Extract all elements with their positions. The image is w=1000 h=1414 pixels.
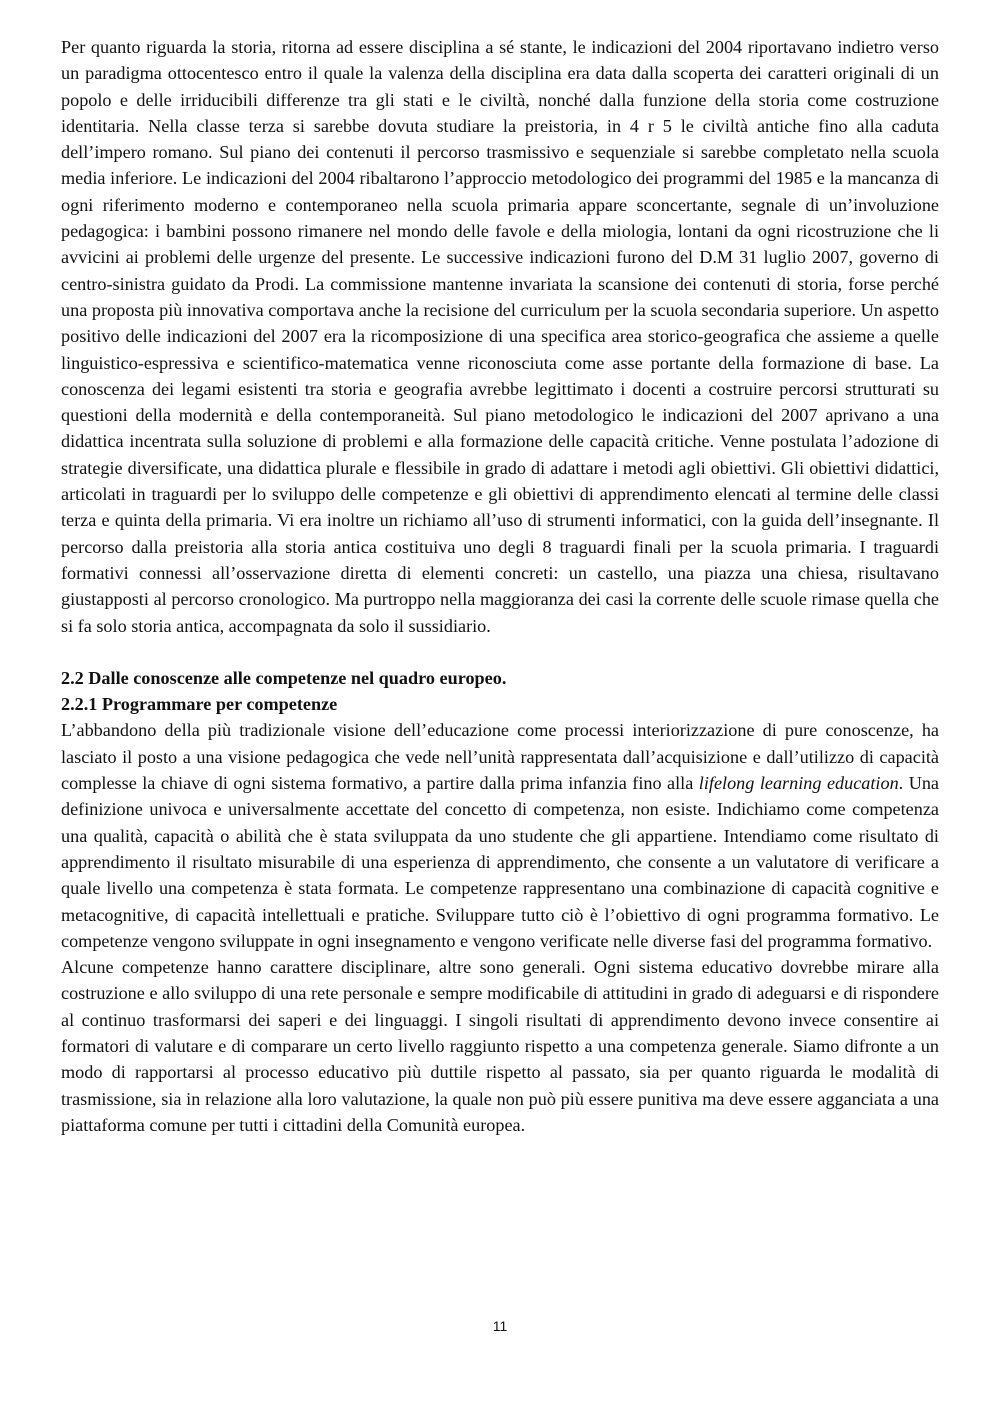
section-heading: 2.2 Dalle conoscenze alle competenze nel quadro europeo. <box>61 667 507 688</box>
page-body <box>61 34 939 1138</box>
paragraph-text: L’abbandono della più tradizionale visione dell’educazione come processi interiorizzazione di pure conoscenze, ha lasciato il posto a una visione pedagogica che vede nell’unità rappresentata dall’acquisizione e dall’utilizzo di capacità complesse la chiave di ogni sistema formativo, a partire dalla prima infanzia fino alla <box>61 720 939 794</box>
page-number: 11 <box>492 1318 508 1334</box>
subsection-heading: 2.2.1 Programmare per competenze <box>61 694 338 715</box>
paragraph-spacer <box>61 639 939 665</box>
body-paragraph-history: Per quanto riguarda la storia, ritorna ad essere disciplina a sé stante, le indicazioni del 2004 riportavano indietro verso un paradigma ottocentesco entro il quale la valenza della disciplina era data dalla scoperta dei caratteri originali di un popolo e delle irriducibili differenze tra gli stati e le civiltà, nonché dalla funzione della storia come costruzione identitaria. Nella classe terza si sarebbe dovuta studiare la preistoria, in 4 r 5 le civiltà antiche fino alla caduta dell’impero romano. Sul piano dei contenuti il percorso trasmissivo e sequenziale si sarebbe completato nella scuola media inferiore. Le indicazioni del 2004 ribaltarono l’approccio metodologico dei programmi del 1985 e la mancanza di ogni riferimento moderno e contemporaneo nella scuola primaria appare sconcertante, segnale di un’involuzione pedagogica: i bambini possono rimanere nel mondo delle favole e della miologia, lontani da ogni ricostruzione che li avvicini ai problemi delle urgenze del presente. Le successive indicazioni furono del D.M 31 luglio 2007, governo di centro-sinistra guidato da Prodi. La commissione mantenne invariata la scansione dei contenuti di storia, forse perché una proposta più innovativa comportava anche la recisione del curriculum per la scuola secondaria superiore. Un aspetto positivo delle indicazioni del 2007 era la ricomposizione di una specifica area storico-geografica che assieme a quelle linguistico-espressiva e scientifico-matematica venne riconosciuta come asse portante della formazione di base. La conoscenza dei legami esistenti tra storia e geografia avrebbe legittimato i docenti a costruire percorsi strutturati su questioni della modernità e della contemporaneità. Sul piano metodologico le indicazioni del 2007 aprivano a una didattica incentrata sulla soluzione di problemi e alla formazione delle capacità critiche. Venne postulata l’adozione di strategie diversificate, una didattica plurale e flessibile in grado di adattare i metodi agli obiettivi. Gli obiettivi didattici, articolati in traguardi per lo sviluppo delle competenze e gli obiettivi di apprendimento elencati al termine delle classi terza e quinta della primaria. Vi era inoltre un richiamo all’uso di strumenti informatici, con la guida dell’insegnante. Il percorso dalla preistoria alla storia antica costituiva uno degli 8 traguardi finali per la scuola primaria. I traguardi formativi connessi all’osservazione diretta di elementi concreti: un castello, una piazza una chiesa, risultavano giustapposti al percorso cronologico. Ma purtroppo nella maggioranza dei casi la corrente delle scuole rimase quella che si fa solo storia antica, accompagnata da solo il sussidiario. <box>61 37 939 636</box>
italic-term: lifelong learning education <box>698 773 899 794</box>
body-paragraph-competences <box>61 717 939 954</box>
paragraph-text: . Una definizione univoca e universalmente accettate del concetto di competenza, non esiste. Indichiamo come competenza una qualità, capacità o abilità che è stata sviluppata da uno studente che gli appartiene. Intendiamo come risultato di apprendimento il risultato misurabile di una esperienza di apprendimento, che consente a un valutatore di verificare a quale livello una competenza è stata formata. Le competenze rappresentano una combinazione di capacità cognitive e metacognitive, di capacità intellettuali e pratiche. Sviluppare tutto ciò è l’obiettivo di ogni programma formativo. Le competenze vengono sviluppate in ogni insegnamento e vengono verificate nelle diverse fasi del programma formativo. <box>61 773 939 951</box>
body-paragraph-general-competences: Alcune competenze hanno carattere disciplinare, altre sono generali. Ogni sistema educativo dovrebbe mirare alla costruzione e allo sviluppo di una rete personale e sempre modificabile di attitudini in grado di adeguarsi e di rispondere al continuo trasformarsi dei saperi e dei linguaggi. I singoli risultati di apprendimento devono invece consentire ai formatori di valutare e di comparare un certo livello raggiunto rispetto a una competenza generale. Siamo difronte a un modo di rapportarsi al processo educativo più duttile rispetto al passato, sia per quanto riguarda le modalità di trasmissione, sia in relazione alla loro valutazione, la quale non può più essere punitiva ma deve essere agganciata a una piattaforma comune per tutti i cittadini della Comunità europea. <box>61 957 939 1135</box>
